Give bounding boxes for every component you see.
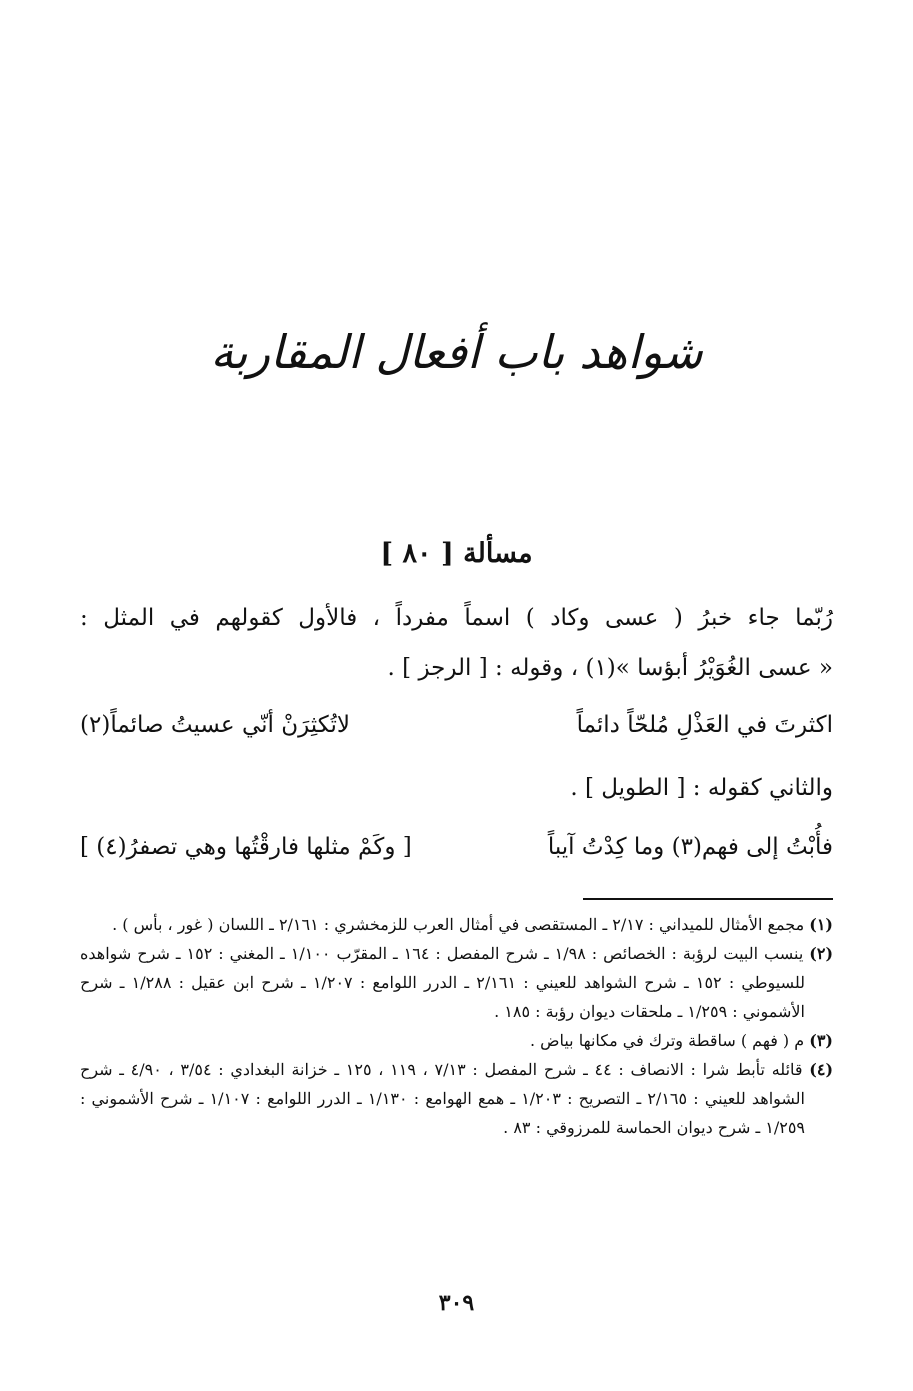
page-number: ٣٠٩ — [438, 1290, 475, 1316]
footnote-1-text: مجمع الأمثال للميداني : ٢/١٧ ـ المستقصى في أمثال العرب للزمخشري : ٢/١٦١ ـ اللسان ( غور ، بأس ) . — [112, 915, 805, 934]
footnote-2-mark: (٢) — [809, 944, 834, 963]
footnote-2 — [80, 939, 833, 1026]
footnote-4-mark: (٤) — [809, 1060, 834, 1079]
verse-2 — [80, 825, 833, 869]
chapter-title: شواهد باب أفعال المقاربة — [210, 325, 703, 379]
verse-2-second-hemistich: [ وكَمْ مثلها فارقْتُها وهي تصفرُ(٤) ] — [80, 834, 412, 860]
footnote-3 — [80, 1026, 833, 1055]
footnote-3-text: م ( فهم ) ساقطة وترك في مكانها بياض . — [529, 1031, 805, 1050]
footnote-4 — [80, 1055, 833, 1142]
verse-1-first-hemistich: اكثرتَ في العَذْلِ مُلحّاً دائماً — [576, 712, 833, 738]
footnote-1-mark: (١) — [809, 915, 833, 934]
body-line-2: « عسى الغُوَيْرُ أبؤسا »(١) ، وقوله : [ الرجز ] . — [387, 655, 833, 681]
verse-1-second-hemistich: لاتُكثِرَنْ أنّي عسيتُ صائماً(٢) — [80, 712, 350, 738]
footnote-2-text: ينسب البيت لرؤبة : الخصائص : ١/٩٨ ـ شرح المفصل : ١٦٤ ـ المقرّب ١/١٠٠ ـ المغني : ١٥٢ ـ شرح شواهده للسيوطي : ١٥٢ ـ شرح الشواهد للعيني : ٢/١٦١ ـ الدرر اللوامع : ١/٢٠٧ ـ شرح ابن عقيل : ١/٢٨٨ ـ شرح الأشموني : ١/٢٥٩ ـ ملحقات ديوان رؤبة : ١٨٥ . — [80, 944, 806, 1021]
verse-1 — [80, 703, 833, 747]
body-line-1: رُبّما جاء خبرُ ( عسى وكاد ) اسماً مفرداً ، فالأول كقولهم في المثل : — [80, 605, 833, 631]
footnote-3-mark: (٣) — [809, 1031, 833, 1050]
verse-2-first-hemistich: فأُبْتُ إلى فهم(٣) وما كِدْتُ آيباً — [547, 834, 833, 860]
footnote-divider — [583, 898, 833, 900]
footnotes — [80, 910, 833, 1142]
body-line-3: والثاني كقوله : [ الطويل ] . — [570, 775, 833, 801]
footnote-4-text: قائله تأبط شرا : الانصاف : ٤٤ ـ شرح المفصل : ٧/١٣ ، ١١٩ ، ١٢٥ ـ خزانة البغدادي : ٣/٥٤ ، ٤/٩٠ ـ شرح الشواهد للعيني : ٢/١٦٥ ـ التصريح : ١/٢٠٣ ـ همع الهوامع : ١/١٣٠ ـ الدرر اللوامع : ١/١٠٧ ـ شرح الأشموني : ١/٢٥٩ ـ شرح ديوان الحماسة للمرزوقي : ٨٣ . — [80, 1060, 805, 1137]
issue-heading: مسألة [ ٨٠ ] — [380, 538, 533, 569]
footnote-1 — [80, 910, 833, 939]
